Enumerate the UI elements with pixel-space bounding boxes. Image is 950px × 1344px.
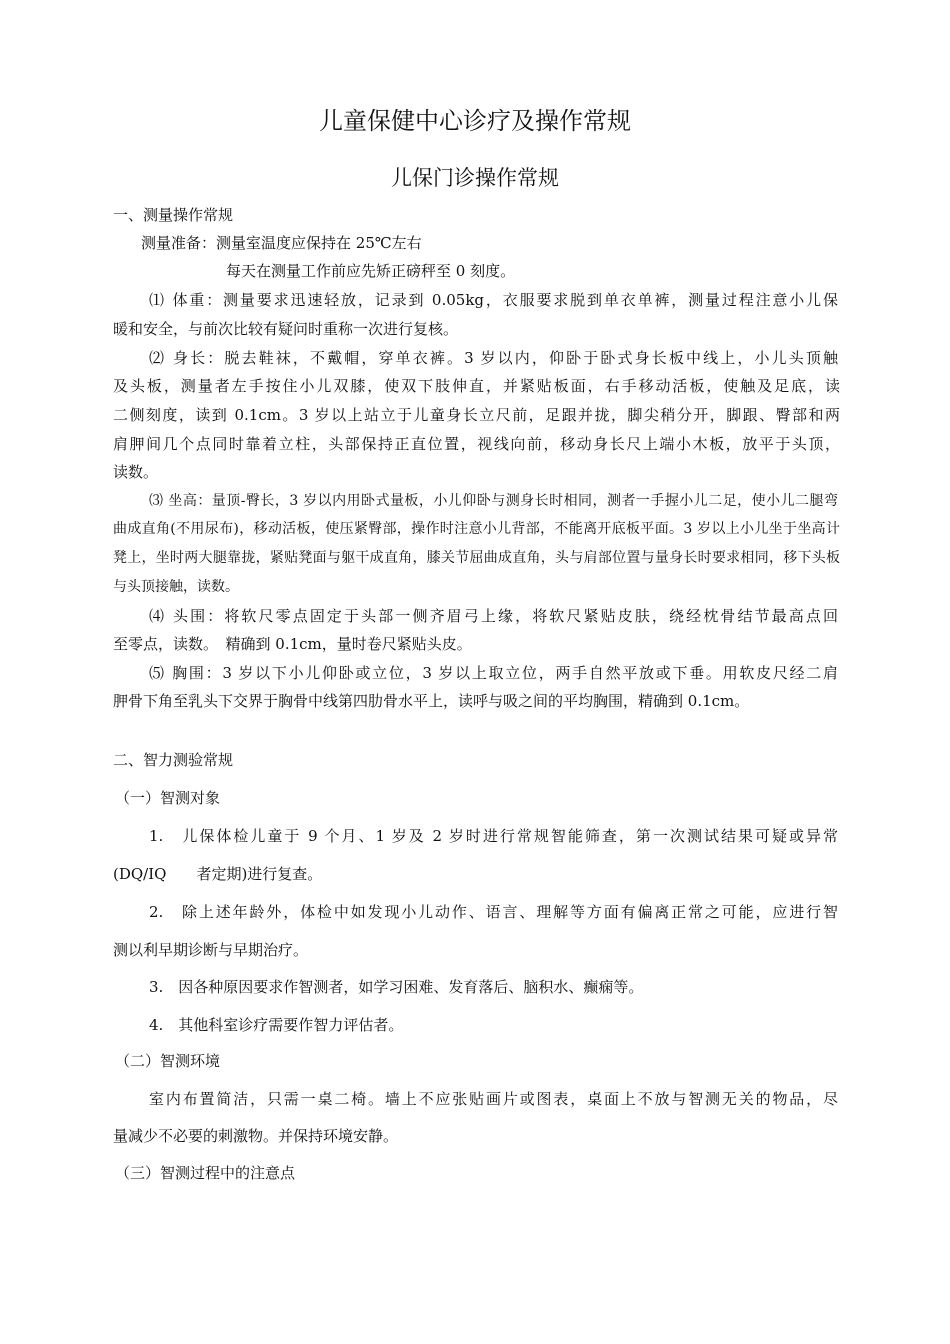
heading-intelligence-test: 二、智力测验常规 (113, 751, 234, 769)
paragraph-line: 读数。 (113, 463, 159, 481)
paragraph-line: 至零点，读数。 精确到 0.1cm，量时卷尺紧贴头皮。 (113, 635, 472, 653)
subheading: （三）智测过程中的注意点 (115, 1164, 296, 1182)
list-item: 1. 儿保体检儿童于 9 个月、1 岁及 2 岁时进行常规智能筛查，第一次测试结果可疑或异常 (149, 827, 838, 845)
list-item: (DQ/IQ 者定期)进行复查。 (113, 865, 323, 883)
paragraph-line: 二侧刻度，读到 0.1cm。3 岁以上站立于儿童身长立尺前，足跟并拢，脚尖稍分开，脚跟、臀部和两 (113, 406, 840, 424)
paragraph-line: 胛骨下角至乳头下交界于胸骨中线第四肋骨水平上，读呼与吸之间的平均胸围，精确到 0.1cm。 (113, 692, 750, 710)
paragraph-line: ⑸ 胸围：3 岁以下小儿仰卧或立位，3 岁以上取立位，两手自然平放或下垂。用软皮尺经二肩 (149, 664, 838, 682)
text-line: 每天在测量工作前应先矫正磅秤至 0 刻度。 (226, 262, 516, 280)
list-item: 测以利早期诊断与早期治疗。 (113, 941, 309, 959)
paragraph-line: ⑴ 体重：测量要求迅速轻放，记录到 0.05kg，衣服要求脱到单衣单裤，测量过程注意小儿保 (149, 291, 838, 309)
paragraph-line: 室内布置简洁，只需一桌二椅。墙上不应张贴画片或图表，桌面上不放与智测无关的物品，尽 (149, 1090, 838, 1108)
heading-measurement: 一、测量操作常规 (113, 206, 234, 224)
paragraph-line: ⑵ 身长：脱去鞋袜，不戴帽，穿单衣裤。3 岁以内，仰卧于卧式身长板中线上，小儿头顶触 (149, 349, 838, 367)
list-item: 2. 除上述年龄外，体检中如发现小儿动作、语言、理解等方面有偏离正常之可能，应进行智 (149, 903, 838, 921)
list-item: 3. 因各种原因要求作智测者，如学习困难、发育落后、脑积水、癫痫等。 (149, 978, 644, 996)
list-item: 4. 其他科室诊疗需要作智力评估者。 (149, 1016, 404, 1034)
subheading: （二）智测环境 (115, 1052, 221, 1070)
paragraph-line: 曲成直角(不用尿布)，移动活板，使压紧臀部，操作时注意小儿背部，不能离开底板平面。3 岁以上小儿坐于坐高计 (113, 521, 840, 537)
paragraph-line: 暖和安全，与前次比较有疑问时重称一次进行复核。 (113, 320, 459, 338)
section-subtitle: 儿保门诊操作常规 (391, 166, 559, 190)
paragraph-line: 与头顶接触，读数。 (113, 579, 239, 595)
paragraph-line: ⑷ 头围：将软尺零点固定于头部一侧齐眉弓上缘，将软尺紧贴皮肤，绕经枕骨结节最高点回 (149, 607, 838, 625)
paragraph-line: 及头板，测量者左手按住小儿双膝，使双下肢伸直，并紧贴板面，右手移动活板，使触及足底，读 (113, 377, 840, 395)
paragraph-line: 肩胛间几个点同时靠着立柱，头部保持正直位置，视线向前，移动身长尺上端小木板，放平于头顶， (113, 435, 840, 453)
text-line: 测量准备：测量室温度应保持在 25℃左右 (141, 234, 422, 252)
paragraph-line: 凳上，坐时两大腿靠拢，紧贴凳面与躯干成直角，膝关节屈曲成直角，头与肩部位置与量身长时要求相同，移下头板 (113, 550, 840, 566)
paragraph-line: ⑶ 坐高：量顶-臀长，3 岁以内用卧式量板，小儿仰卧与测身长时相同，测者一手握小儿二足，使小儿二腿弯 (149, 493, 838, 509)
subheading: （一）智测对象 (115, 789, 221, 807)
document-title: 儿童保健中心诊疗及操作常规 (319, 107, 631, 135)
paragraph-line: 量减少不必要的刺激物。并保持环境安静。 (113, 1127, 399, 1145)
